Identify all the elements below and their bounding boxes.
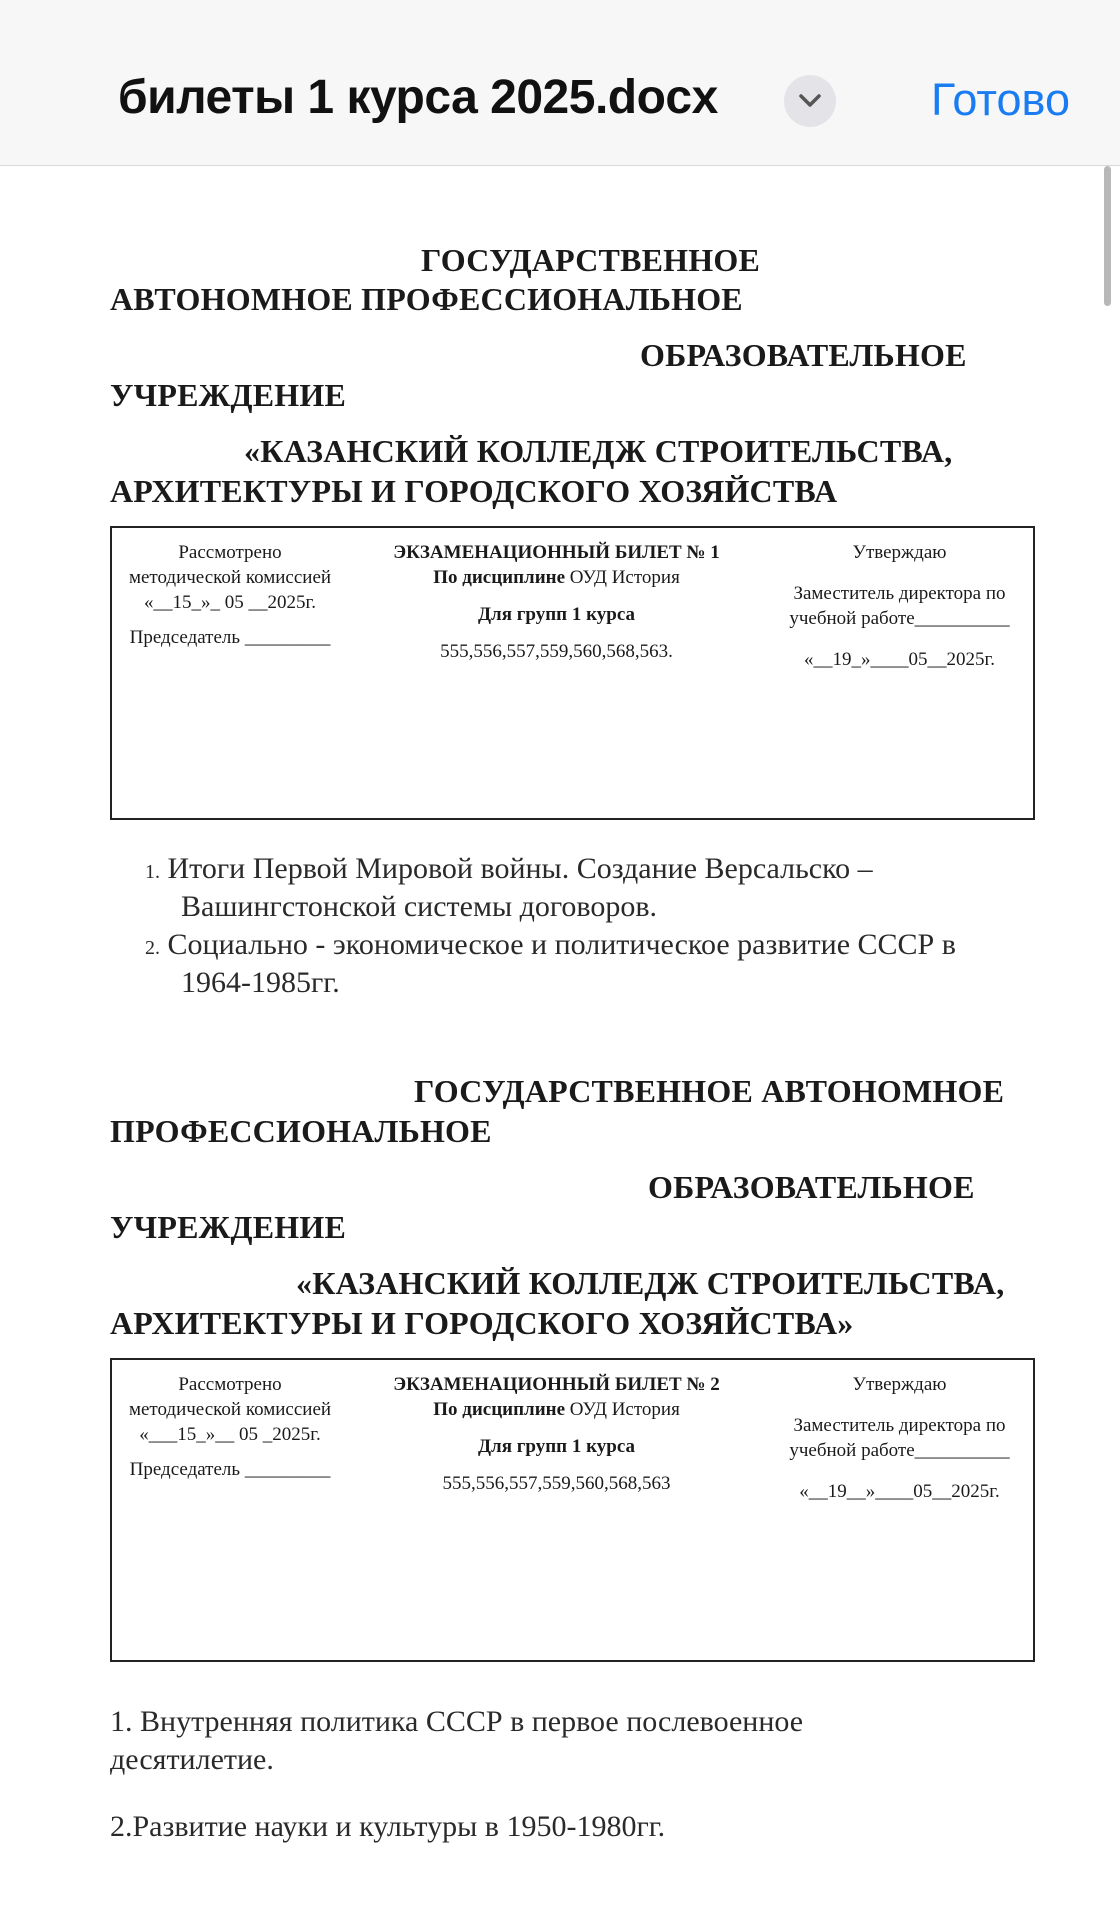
approval-date: «__19__»____05__2025г. [799, 1481, 1000, 1502]
document-toolbar [0, 0, 1120, 166]
ticket-2-reviewed [120, 1372, 340, 1482]
question-text-continued: Вашингстонской системы договоров. [181, 890, 658, 923]
groups-label: Для групп 1 курса [477, 604, 635, 625]
discipline-label: По дисциплине [433, 567, 566, 588]
institution-header-line: ОБРАЗОВАТЕЛЬНОЕ [648, 1169, 975, 1205]
institution-header-line: АВТОНОМНОЕ ПРОФЕССИОНАЛЬНОЕ [110, 281, 743, 317]
ticket-1-title-block [364, 540, 749, 664]
approve-label: Утверждаю [852, 542, 947, 563]
document-title: билеты 1 курса 2025.docx [118, 71, 718, 124]
review-date: «__15_»_ 05 __2025г. [144, 592, 316, 613]
reviewed-label: Рассмотрено [178, 1374, 282, 1395]
institution-header-line: ГОСУДАРСТВЕННОЕ АВТОНОМНОЕ [414, 1073, 1005, 1109]
deputy-director-label: Заместитель директора по [793, 1415, 1006, 1436]
institution-header-line: УЧРЕЖДЕНИЕ [110, 1209, 346, 1245]
institution-header-line: ПРОФЕССИОНАЛЬНОЕ [110, 1113, 492, 1149]
title-menu-button[interactable] [784, 75, 836, 127]
question-item [145, 926, 956, 967]
question-text: Итоги Первой Мировой войны. Создание Версальско – [167, 852, 873, 885]
question-text: 2.Развитие науки и культуры в 1950-1980гг. [110, 1810, 666, 1843]
groups-label: Для групп 1 курса [477, 1436, 635, 1457]
ticket-1-reviewed [120, 540, 340, 650]
approve-label: Утверждаю [852, 1374, 947, 1395]
discipline-name: ОУД История [565, 1399, 680, 1420]
chairman-line: Председатель _________ [129, 1459, 331, 1480]
institution-header-line: «КАЗАНСКИЙ КОЛЛЕДЖ СТРОИТЕЛЬСТВА, [244, 433, 953, 469]
question-text-continued: десятилетие. [110, 1743, 274, 1776]
done-button[interactable]: Готово [931, 74, 1070, 125]
academic-work-line: учебной работе__________ [789, 1440, 1010, 1461]
institution-header-line: «КАЗАНСКИЙ КОЛЛЕДЖ СТРОИТЕЛЬСТВА, [296, 1265, 1005, 1301]
academic-work-line: учебной работе__________ [789, 608, 1010, 629]
discipline-name: ОУД История [565, 567, 680, 588]
group-numbers: 555,556,557,559,560,568,563 [442, 1473, 671, 1494]
institution-header-line: ОБРАЗОВАТЕЛЬНОЕ [640, 337, 967, 373]
ticket-title: ЭКЗАМЕНАЦИОННЫЙ БИЛЕТ № 1 [393, 542, 720, 563]
document-page [0, 166, 1120, 1920]
question-text: 1. Внутренняя политика СССР в первое послевоенное [110, 1705, 804, 1738]
question-text-continued: 1964-1985гг. [181, 966, 340, 999]
ticket-2-box [110, 1358, 1035, 1662]
commission-label: методической комиссией [128, 1399, 332, 1420]
question-item [145, 850, 873, 891]
institution-header-line: АРХИТЕКТУРЫ И ГОРОДСКОГО ХОЗЯЙСТВА» [110, 1305, 854, 1341]
question-number: 1. [145, 861, 160, 883]
ticket-2-title-block [364, 1372, 749, 1496]
discipline-label: По дисциплине [433, 1399, 566, 1420]
question-number: 2. [145, 937, 160, 959]
ticket-title: ЭКЗАМЕНАЦИОННЫЙ БИЛЕТ № 2 [393, 1374, 720, 1395]
ticket-1-box [110, 526, 1035, 820]
ticket-2-approval [772, 1372, 1027, 1504]
institution-header-line: АРХИТЕКТУРЫ И ГОРОДСКОГО ХОЗЯЙСТВА [110, 473, 838, 509]
ticket-1-approval [772, 540, 1027, 672]
reviewed-label: Рассмотрено [178, 542, 282, 563]
commission-label: методической комиссией [128, 567, 332, 588]
review-date: «___15_»__ 05 _2025г. [139, 1424, 321, 1445]
chairman-line: Председатель _________ [129, 627, 331, 648]
deputy-director-label: Заместитель директора по [793, 583, 1006, 604]
institution-header-line: УЧРЕЖДЕНИЕ [110, 377, 346, 413]
institution-header-line: ГОСУДАРСТВЕННОЕ [421, 242, 760, 278]
question-text: Социально - экономическое и политическое развитие СССР в [167, 928, 956, 961]
approval-date: «__19_»____05__2025г. [804, 649, 995, 670]
chevron-down-icon [798, 91, 822, 111]
group-numbers: 555,556,557,559,560,568,563. [440, 641, 673, 662]
